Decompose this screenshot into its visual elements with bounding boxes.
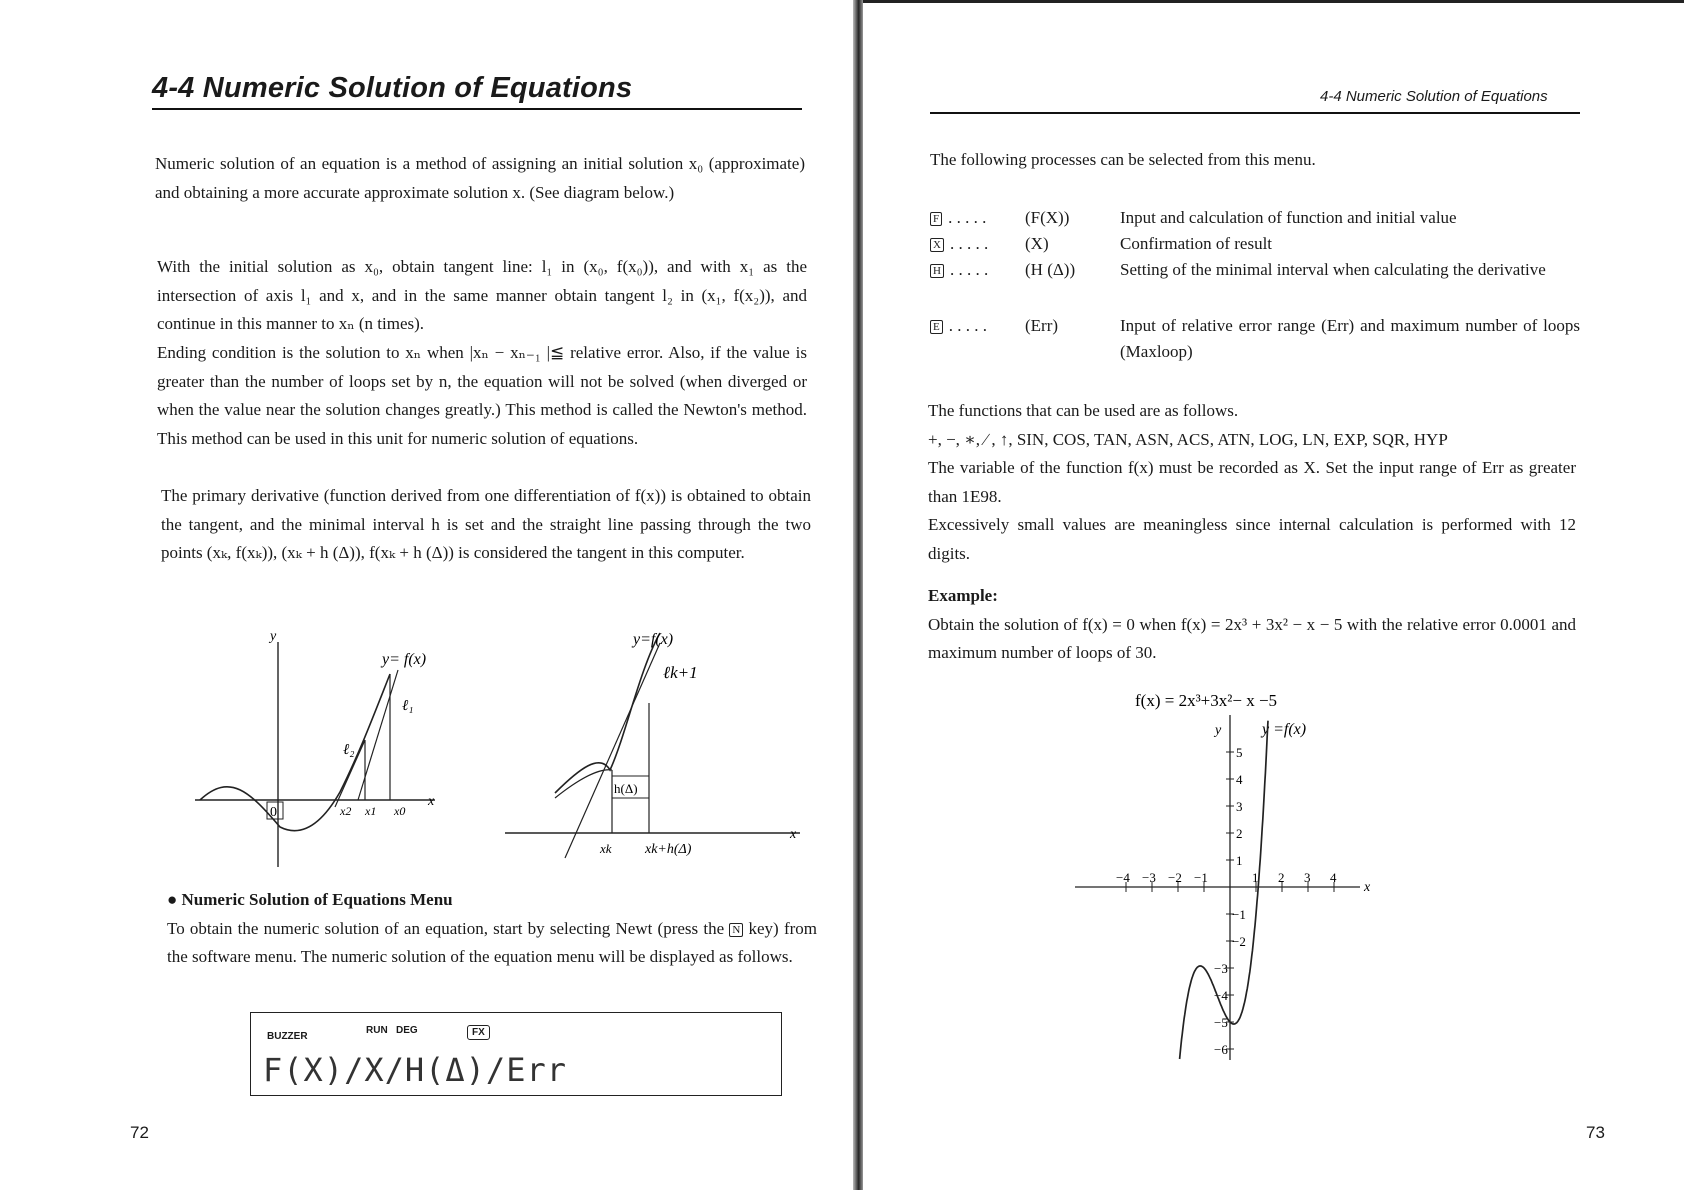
graph-curve-label: y =f(x) xyxy=(1262,721,1307,738)
menu-section xyxy=(167,886,817,972)
example-section xyxy=(928,582,1576,668)
functions-intro: The functions that can be used are as follows. xyxy=(928,401,1239,420)
lcd-buzzer: BUZZER xyxy=(267,1031,308,1042)
fig1-x0: x0 xyxy=(394,804,406,818)
n-key-icon: N xyxy=(729,923,743,937)
lcd-run: RUN xyxy=(366,1025,388,1036)
fig1-l1-label: ℓ₁ xyxy=(402,698,414,714)
graph-y-tick-label: 3 xyxy=(1236,799,1243,814)
intro-paragraph: Numeric solution of an equation is a method of assigning an initial solution x₀ (approximate) and obtaining a more accurate approximate solution x. (See diagram below.) xyxy=(155,154,805,202)
fig1-l2-label: ℓ₂ xyxy=(343,742,355,758)
menu-dots: . . . . . xyxy=(948,316,987,335)
fig1-curve-label: y= f(x) xyxy=(382,651,427,668)
menu-item xyxy=(930,205,1580,231)
menu-code: (X) xyxy=(1025,234,1049,253)
graph-y-tick-label: 2 xyxy=(1236,826,1243,841)
fig1-x-label: x xyxy=(428,794,435,809)
page-number-right: 73 xyxy=(1586,1123,1605,1142)
lcd-deg: DEG xyxy=(396,1025,418,1036)
book-gutter xyxy=(853,0,863,1190)
graph-y-label: y xyxy=(1215,723,1222,738)
graph-x-tick-label: −1 xyxy=(1194,870,1208,885)
variable-note: The variable of the function f(x) must be recorded as X. Set the input range of Err as greater than 1E98. xyxy=(928,458,1576,506)
graph-curve xyxy=(1180,721,1268,1059)
graph-x-tick-label: −2 xyxy=(1168,870,1182,885)
body-paragraph-1: With the initial solution as x₀, obtain tangent line: l₁ in (x₀, f(x₀)), and with x₁ as the intersection of axis l₁ and x, and in the same manner obtain tangent l₂ in (x₁, f(x₂)), and continue in this manner to xₙ (n times). xyxy=(157,257,807,333)
functions-section xyxy=(928,397,1576,568)
graph-y-tick-label: 4 xyxy=(1236,772,1243,787)
example-heading: Example: xyxy=(928,586,998,605)
menu-code: (H (Δ)) xyxy=(1025,260,1076,279)
running-head: 4-4 Numeric Solution of Equations xyxy=(1320,88,1548,105)
menu-text-1: To obtain the numeric solution of an equation, start by selecting Newt (press the xyxy=(167,918,725,938)
graph-x-tick-label: −3 xyxy=(1142,870,1156,885)
fig2-h-box-label: h(Δ) xyxy=(614,781,638,796)
graph-x-tick-label: −4 xyxy=(1116,870,1130,885)
graph-title: f(x) = 2x³+3x²− x −5 xyxy=(1135,691,1278,710)
chapter-title: 4-4 Numeric Solution of Equations xyxy=(152,72,633,104)
menu-code: (F(X)) xyxy=(1025,208,1070,227)
menu-code: (Err) xyxy=(1025,316,1059,335)
function-graph xyxy=(1070,685,1400,1065)
fig2-x-label: x xyxy=(790,827,797,842)
graph-y-tick-label: 5 xyxy=(1236,745,1243,760)
fig2-tangent-label: ℓk+1 xyxy=(663,663,698,682)
graph-x-label: x xyxy=(1364,880,1371,895)
digits-note: Excessively small values are meaningless since internal calculation is performed with 12 digits. xyxy=(928,515,1576,563)
menu-item xyxy=(930,257,1580,283)
body-paragraph-2: Ending condition is the solution to xₙ when |xₙ − xₙ₋₁ |≦ relative error. Also, if the value is greater than the number of loops set by n, the equation will not be solved (when diverged or when the value near the solution changes greatly.) This method is called the Newton's method. This method can be used in this unit for numeric solution of equations. xyxy=(157,343,807,448)
menu-intro: The following processes can be selected from this menu. xyxy=(930,150,1316,169)
running-head-rule xyxy=(930,112,1580,114)
menu-key-icon: F xyxy=(930,212,942,226)
menu-description: Setting of the minimal interval when calculating the derivative xyxy=(1120,260,1546,279)
menu-heading: Numeric Solution of Equations Menu xyxy=(181,890,453,909)
graph-x-tick-label: 1 xyxy=(1252,870,1259,885)
bullet-icon: ● xyxy=(167,890,182,909)
fig2-xkh: xk+h(Δ) xyxy=(645,842,692,857)
newton-diagram-1 xyxy=(190,622,450,872)
lcd-menu-text: F(X)/X/H(Δ)/Err xyxy=(263,1051,567,1089)
menu-key-icon: E xyxy=(930,320,943,334)
graph-x-tick-label: 2 xyxy=(1278,870,1285,885)
menu-key-icon: H xyxy=(930,264,944,278)
graph-y-tick-label: −4 xyxy=(1214,988,1228,1003)
menu-item xyxy=(930,313,1580,361)
example-text: Obtain the solution of f(x) = 0 when f(x) = 2x³ + 3x² − x − 5 with the relative error 0.0001 and maximum number of loops of 30. xyxy=(928,614,1576,662)
page-number-left: 72 xyxy=(130,1123,149,1142)
fig1-y-label: y xyxy=(270,629,277,644)
menu-dots: . . . . . xyxy=(948,208,987,227)
graph-y-tick-label: 1 xyxy=(1236,853,1243,868)
menu-description: Input of relative error range (Err) and maximum number of loops (Maxloop) xyxy=(1120,316,1580,361)
menu-text-2: key) from the software menu. The numeric solution of the equation menu will be displayed as follows. xyxy=(167,918,817,966)
fig2-curve-label: y=f(x) xyxy=(633,631,674,648)
menu-key-icon: X xyxy=(930,238,944,252)
menu-description: Confirmation of result xyxy=(1120,234,1273,253)
fig2-xk: xk xyxy=(600,841,612,856)
menu-dots: . . . . . xyxy=(949,260,989,279)
menu-item xyxy=(930,231,1580,257)
graph-y-tick-label: −5 xyxy=(1214,1015,1228,1030)
menu-dots: . . . . . xyxy=(949,234,989,253)
graph-y-tick-label: −3 xyxy=(1214,961,1228,976)
title-rule xyxy=(152,108,802,110)
top-edge-right xyxy=(855,0,1684,3)
graph-x-tick-label: 3 xyxy=(1304,870,1311,885)
fig1-x1: x1 xyxy=(365,804,377,818)
functions-list: +, −, ∗, ∕ , ↑, SIN, COS, TAN, ASN, ACS, ATN, LOG, LN, EXP, SQR, HYP xyxy=(928,429,1448,449)
graph-y-tick-label: −2 xyxy=(1232,934,1246,949)
graph-x-tick-label: 4 xyxy=(1330,870,1337,885)
menu-description: Input and calculation of function and initial value xyxy=(1120,208,1457,227)
fig1-x2: x2 xyxy=(340,804,352,818)
graph-y-tick-label: −1 xyxy=(1232,907,1246,922)
fig1-origin: 0 xyxy=(270,805,277,820)
newton-diagram-2 xyxy=(500,628,820,868)
graph-y-tick-label: −6 xyxy=(1214,1042,1228,1057)
body-paragraph-3: The primary derivative (function derived from one differentiation of f(x)) is obtained to obtain the tangent, and the minimal interval h is set and the straight line passing through the two points (xₖ, f(xₖ)), (xₖ + h (Δ)), f(xₖ + h (Δ)) is considered the tangent in this computer. xyxy=(161,486,811,562)
lcd-fx-indicator: FX xyxy=(467,1025,490,1040)
lcd-display xyxy=(250,1012,782,1096)
